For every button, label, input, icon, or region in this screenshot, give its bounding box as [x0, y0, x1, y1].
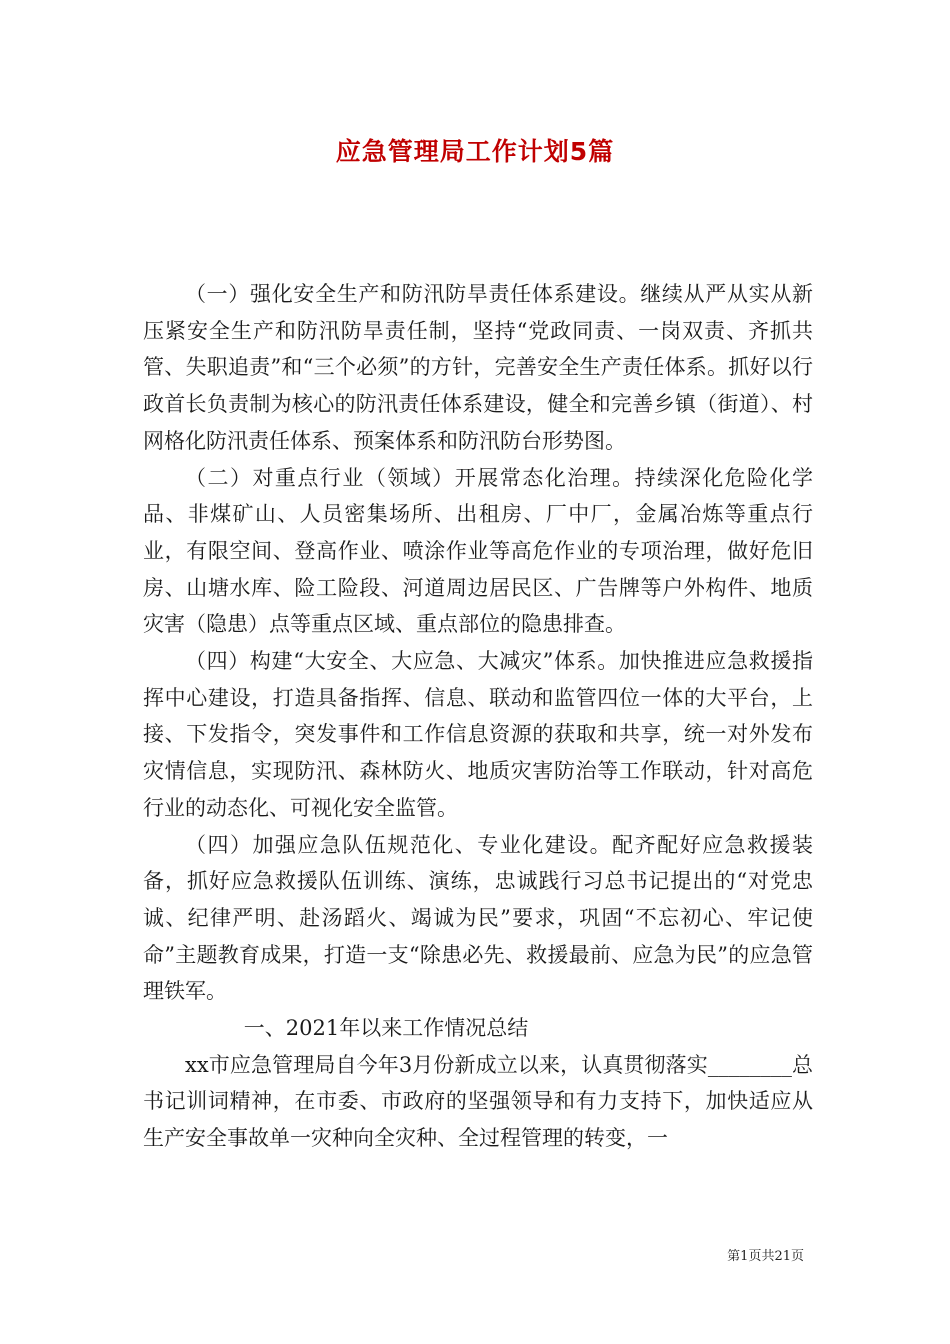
document-title: 应急管理局工作计划5篇	[335, 137, 615, 166]
paragraph-4: （四）加强应急队伍规范化、专业化建设。配齐配好应急救援装备，抓好应急救援队伍训练、演练，忠诚践行习总书记提出的“对党忠诚、纪律严明、赴汤蹈火、竭诚为民”要求，巩固“不忘初心、牢记使命”主题教育成果，打造一支“除患必先、救援最前、应急为民”的应急管理铁军。	[143, 832, 813, 1004]
paragraph-1: （一）强化安全生产和防汛防旱责任体系建设。继续从严从实从新压紧安全生产和防汛防旱责任制，坚持“党政同责、一岗双责、齐抓共管、失职追责”和“三个必须”的方针，完善安全生产责任体系。抓好以行政首长负责制为核心的防汛责任体系建设，健全和完善乡镇（街道）、村网格化防汛责任体系、预案体系和防汛防台形势图。	[143, 282, 813, 453]
paragraph-3: （四）构建“大安全、大应急、大减灾”体系。加快推进应急救援指挥中心建设，打造具备指挥、信息、联动和监管四位一体的大平台，上接、下发指令，突发事件和工作信息资源的获取和共享，统一对外发布灾情信息，实现防汛、森林防火、地质灾害防治等工作联动，针对高危行业的动态化、可视化安全监管。	[143, 649, 813, 820]
summary-paragraph: xx市应急管理局自今年3月份新成立以来，认真贯彻落实________总书记训词精神，在市委、市政府的坚强领导和有力支持下，加快适应从生产安全事故单一灾种向全灾种、全过程管理的转变，一	[143, 1052, 813, 1151]
document-body	[143, 276, 813, 1157]
paragraph-2: （二）对重点行业（领域）开展常态化治理。持续深化危险化学品、非煤矿山、人员密集场所、出租房、厂中厂，金属冶炼等重点行业，有限空间、登高作业、喷涂作业等高危作业的专项治理，做好危旧房、山塘水库、险工险段、河道周边居民区、广告牌等户外构件、地质灾害（隐患）点等重点区域、重点部位的隐患排查。	[143, 465, 813, 637]
section-heading: 一、2021年以来工作情况总结	[243, 1016, 529, 1041]
page-number: 第1页共21页	[727, 1249, 804, 1264]
